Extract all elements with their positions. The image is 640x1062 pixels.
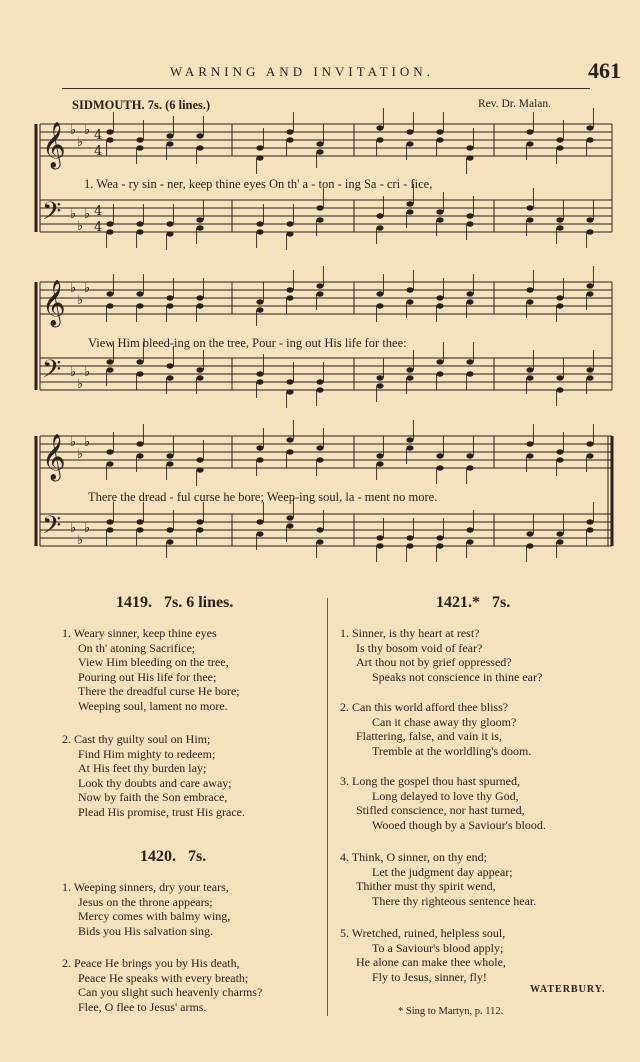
time-signature: 4 bbox=[94, 128, 103, 143]
note-head bbox=[196, 133, 203, 138]
note-head bbox=[196, 225, 203, 230]
note-head bbox=[586, 441, 593, 446]
note-head bbox=[256, 299, 263, 304]
note-head bbox=[556, 225, 563, 230]
bass-clef: 𝄢 bbox=[42, 197, 62, 232]
verse-line: Stifled conscience, nor hast turned, bbox=[356, 803, 525, 818]
note-head bbox=[286, 129, 293, 134]
note-head bbox=[436, 359, 443, 364]
note-head bbox=[586, 217, 593, 222]
note-head bbox=[286, 379, 293, 384]
note-head bbox=[436, 129, 443, 134]
note-head bbox=[406, 367, 413, 372]
note-head bbox=[286, 231, 293, 236]
note-head bbox=[526, 129, 533, 134]
note-head bbox=[196, 457, 203, 462]
hymn-1421-stanza-1 bbox=[340, 626, 542, 684]
hymn-meter: 7s. bbox=[492, 594, 511, 611]
note-head bbox=[376, 535, 383, 540]
hymn-1419-stanza-1 bbox=[62, 626, 240, 714]
hymn-1420-stanza-1 bbox=[62, 880, 230, 938]
tune-name: SIDMOUTH. bbox=[72, 98, 145, 112]
note-head bbox=[526, 205, 533, 210]
note-head bbox=[556, 145, 563, 150]
note-head bbox=[586, 229, 593, 234]
note-head bbox=[466, 213, 473, 218]
verse-line: 2. Cast thy guilty soul on Him; bbox=[62, 732, 211, 746]
flat-sign: ♭ bbox=[84, 281, 91, 296]
note-head bbox=[316, 457, 323, 462]
note-head bbox=[406, 209, 413, 214]
lyric-line-2: View Him bleed-ing on the tree, Pour - ing out His life for thee: bbox=[88, 336, 407, 350]
note-head bbox=[436, 543, 443, 548]
note-head bbox=[166, 527, 173, 532]
note-head bbox=[256, 531, 263, 536]
note-head bbox=[166, 231, 173, 236]
verse-line: Can you slight such heavenly charms? bbox=[78, 985, 263, 1000]
note-head bbox=[436, 453, 443, 458]
note-head bbox=[556, 449, 563, 454]
flat-sign: ♭ bbox=[70, 435, 77, 450]
note-head bbox=[286, 137, 293, 142]
verse-line: He alone can make thee whole, bbox=[356, 955, 506, 970]
hymn-1421-stanza-3 bbox=[340, 774, 546, 832]
note-head bbox=[166, 221, 173, 226]
verse-line: 1. Weeping sinners, dry your tears, bbox=[62, 880, 229, 894]
note-head bbox=[406, 129, 413, 134]
note-head bbox=[136, 229, 143, 234]
verse-line: There the dreadful curse He bore; bbox=[78, 684, 240, 699]
note-head bbox=[466, 539, 473, 544]
verse-line: To a Saviour's blood apply; bbox=[372, 940, 504, 955]
verse-line: 2. Can this world afford thee bliss? bbox=[340, 700, 509, 714]
hymn-1421-stanza-2 bbox=[340, 700, 531, 758]
verse-line: At His feet thy burden lay; bbox=[78, 761, 207, 776]
note-head bbox=[436, 217, 443, 222]
note-head bbox=[256, 155, 263, 160]
note-head bbox=[436, 535, 443, 540]
tune-credit: WATERBURY. bbox=[530, 984, 606, 995]
note-head bbox=[466, 155, 473, 160]
note-head bbox=[406, 437, 413, 442]
note-head bbox=[136, 519, 143, 524]
note-head bbox=[556, 457, 563, 462]
note-head bbox=[376, 375, 383, 380]
note-head bbox=[166, 539, 173, 544]
verse-line: Bids you His salvation sing. bbox=[78, 923, 214, 938]
lyric-line-1: 1. Wea - ry sin - ner, keep thine eyes On th' a - ton - ing Sa - cri - fice, bbox=[84, 177, 433, 191]
note-head bbox=[466, 453, 473, 458]
note-head bbox=[556, 531, 563, 536]
note-head bbox=[316, 539, 323, 544]
verse-line: 1. Sinner, is thy heart at rest? bbox=[340, 626, 480, 640]
verse-line: 4. Think, O sinner, on thy end; bbox=[340, 850, 487, 864]
note-head bbox=[106, 137, 113, 142]
note-head bbox=[556, 375, 563, 380]
note-head bbox=[196, 527, 203, 532]
verse-line: Jesus on the throne appears; bbox=[78, 894, 213, 909]
time-signature: 4 bbox=[94, 220, 103, 235]
note-head bbox=[286, 437, 293, 442]
note-head bbox=[196, 467, 203, 472]
note-head bbox=[586, 375, 593, 380]
hymn-1419-heading bbox=[116, 594, 233, 612]
hymn-number: 1419. bbox=[116, 594, 152, 611]
note-head bbox=[316, 217, 323, 222]
note-head bbox=[196, 145, 203, 150]
note-head bbox=[406, 287, 413, 292]
note-head bbox=[286, 221, 293, 226]
note-head bbox=[106, 129, 113, 134]
note-head bbox=[466, 221, 473, 226]
flat-sign: ♭ bbox=[84, 123, 91, 138]
note-head bbox=[286, 449, 293, 454]
note-head bbox=[106, 367, 113, 372]
note-head bbox=[406, 543, 413, 548]
note-head bbox=[526, 543, 533, 548]
note-head bbox=[376, 543, 383, 548]
note-head bbox=[376, 461, 383, 466]
note-head bbox=[316, 387, 323, 392]
flat-sign: ♭ bbox=[77, 135, 84, 150]
hymn-1421-heading bbox=[436, 594, 510, 612]
note-head bbox=[136, 291, 143, 296]
note-head bbox=[196, 303, 203, 308]
tune-composer: Rev. Dr. Malan. bbox=[478, 98, 552, 110]
note-head bbox=[316, 379, 323, 384]
footnote: * Sing to Martyn, p. 112. bbox=[398, 1006, 504, 1017]
treble-clef: 𝄞 bbox=[42, 434, 66, 480]
verse-line: On th' atoning Sacrifice; bbox=[78, 640, 196, 655]
verse-line: Mercy comes with balmy wing, bbox=[78, 909, 231, 924]
verse-line: Now by faith the Son embrace, bbox=[78, 790, 228, 805]
treble-clef: 𝄞 bbox=[42, 280, 66, 326]
note-head bbox=[436, 303, 443, 308]
hymn-1420-heading bbox=[140, 848, 206, 866]
note-head bbox=[316, 291, 323, 296]
verse-line: 3. Long the gospel thou hast spurned, bbox=[340, 774, 520, 788]
note-head bbox=[316, 445, 323, 450]
flat-sign: ♭ bbox=[77, 533, 84, 548]
note-head bbox=[586, 283, 593, 288]
note-head bbox=[556, 137, 563, 142]
verse-line: Weeping soul, lament no more. bbox=[78, 698, 228, 713]
note-head bbox=[256, 457, 263, 462]
note-head bbox=[166, 303, 173, 308]
note-head bbox=[316, 141, 323, 146]
note-head bbox=[106, 229, 113, 234]
note-head bbox=[166, 363, 173, 368]
note-head bbox=[106, 527, 113, 532]
flat-sign: ♭ bbox=[77, 447, 84, 462]
note-head bbox=[256, 145, 263, 150]
note-head bbox=[376, 125, 383, 130]
note-head bbox=[466, 371, 473, 376]
note-head bbox=[466, 299, 473, 304]
note-head bbox=[196, 367, 203, 372]
flat-sign: ♭ bbox=[77, 219, 84, 234]
note-head bbox=[586, 453, 593, 458]
tune-meter: 7s. (6 lines.) bbox=[147, 98, 211, 112]
note-head bbox=[166, 141, 173, 146]
hymn-number: 1421.* bbox=[436, 594, 480, 611]
note-head bbox=[466, 465, 473, 470]
note-head bbox=[256, 371, 263, 376]
note-head bbox=[256, 307, 263, 312]
note-head bbox=[436, 371, 443, 376]
note-head bbox=[376, 213, 383, 218]
note-head bbox=[526, 531, 533, 536]
note-head bbox=[256, 519, 263, 524]
note-head bbox=[376, 225, 383, 230]
time-signature: 4 bbox=[94, 144, 103, 159]
note-head bbox=[406, 201, 413, 206]
verse-line: Art thou not by grief oppressed? bbox=[356, 655, 512, 670]
note-head bbox=[466, 145, 473, 150]
note-head bbox=[406, 299, 413, 304]
flat-sign: ♭ bbox=[70, 365, 77, 380]
bass-clef: 𝄢 bbox=[42, 355, 62, 390]
note-head bbox=[106, 303, 113, 308]
verse-line: Long delayed to love thy God, bbox=[372, 788, 519, 803]
note-head bbox=[316, 283, 323, 288]
flat-sign: ♭ bbox=[77, 377, 84, 392]
note-head bbox=[436, 137, 443, 142]
note-head bbox=[166, 375, 173, 380]
note-head bbox=[106, 519, 113, 524]
note-head bbox=[196, 295, 203, 300]
note-head bbox=[376, 453, 383, 458]
note-head bbox=[256, 221, 263, 226]
note-head bbox=[196, 217, 203, 222]
flat-sign: ♭ bbox=[70, 521, 77, 536]
verse-line: Find Him mighty to redeem; bbox=[78, 746, 216, 761]
flat-sign: ♭ bbox=[70, 207, 77, 222]
column-divider bbox=[327, 598, 328, 1016]
hymn-meter: 7s. 6 lines. bbox=[164, 594, 234, 611]
hymn-meter: 7s. bbox=[188, 848, 207, 865]
note-head bbox=[526, 299, 533, 304]
verse-line: There thy righteous sentence hear. bbox=[372, 893, 537, 908]
verse-line: Plead His promise, trust His grace. bbox=[78, 804, 245, 819]
note-head bbox=[586, 137, 593, 142]
note-head bbox=[556, 217, 563, 222]
note-head bbox=[136, 137, 143, 142]
flat-sign: ♭ bbox=[70, 123, 77, 138]
flat-sign: ♭ bbox=[84, 365, 91, 380]
note-head bbox=[556, 295, 563, 300]
note-head bbox=[166, 453, 173, 458]
note-head bbox=[136, 527, 143, 532]
note-head bbox=[136, 221, 143, 226]
verse-line: Pouring out His life for thee; bbox=[78, 669, 217, 684]
note-head bbox=[196, 375, 203, 380]
verse-line: Fly to Jesus, sinner, fly! bbox=[372, 969, 487, 984]
verse-line: Flattering, false, and vain it is, bbox=[356, 729, 502, 744]
note-head bbox=[526, 453, 533, 458]
verse-line: 5. Wretched, ruined, helpless soul, bbox=[340, 926, 506, 940]
note-head bbox=[436, 295, 443, 300]
note-head bbox=[136, 303, 143, 308]
verse-line: Tremble at the worldling's doom. bbox=[372, 743, 532, 758]
note-head bbox=[106, 359, 113, 364]
note-head bbox=[556, 539, 563, 544]
verse-line: Flee, O flee to Jesus' arms. bbox=[78, 999, 207, 1014]
note-head bbox=[406, 445, 413, 450]
note-head bbox=[526, 367, 533, 372]
note-head bbox=[136, 441, 143, 446]
note-head bbox=[256, 379, 263, 384]
note-head bbox=[316, 205, 323, 210]
page-number: 461 bbox=[588, 58, 621, 83]
verse-line: Let the judgment day appear; bbox=[372, 864, 513, 879]
hymn-1420-stanza-2 bbox=[62, 956, 262, 1014]
note-head bbox=[526, 217, 533, 222]
time-signature: 4 bbox=[94, 204, 103, 219]
verse-line: Speaks not conscience in thine ear? bbox=[372, 669, 543, 684]
note-head bbox=[526, 441, 533, 446]
verse-line: 2. Peace He brings you by His death, bbox=[62, 956, 240, 970]
note-head bbox=[286, 515, 293, 520]
note-head bbox=[406, 535, 413, 540]
verse-line: View Him bleeding on the tree, bbox=[78, 655, 229, 670]
note-head bbox=[586, 519, 593, 524]
note-head bbox=[436, 209, 443, 214]
flat-sign: ♭ bbox=[84, 435, 91, 450]
note-head bbox=[106, 221, 113, 226]
note-head bbox=[286, 389, 293, 394]
note-head bbox=[136, 453, 143, 458]
lyric-line-3: There the dread - ful curse he bore; Weep-ing soul, la - ment no more. bbox=[88, 490, 438, 504]
note-head bbox=[586, 125, 593, 130]
note-head bbox=[376, 383, 383, 388]
note-head bbox=[166, 461, 173, 466]
running-title: WARNING AND INVITATION. bbox=[170, 64, 434, 79]
note-head bbox=[166, 295, 173, 300]
hymn-1421-stanza-5 bbox=[340, 926, 506, 984]
hymn-number: 1420. bbox=[140, 848, 176, 865]
note-head bbox=[106, 291, 113, 296]
note-head bbox=[586, 367, 593, 372]
note-head bbox=[106, 449, 113, 454]
note-head bbox=[526, 287, 533, 292]
note-head bbox=[466, 359, 473, 364]
note-head bbox=[466, 291, 473, 296]
note-head bbox=[106, 461, 113, 466]
note-head bbox=[586, 291, 593, 296]
note-head bbox=[406, 141, 413, 146]
flat-sign: ♭ bbox=[84, 521, 91, 536]
verse-line: Look thy doubts and care away; bbox=[78, 775, 232, 790]
verse-line: 1. Weary sinner, keep thine eyes bbox=[62, 626, 217, 640]
note-head bbox=[406, 375, 413, 380]
verse-line: Peace He speaks with every breath; bbox=[78, 970, 249, 985]
note-head bbox=[286, 287, 293, 292]
note-head bbox=[466, 527, 473, 532]
note-head bbox=[136, 359, 143, 364]
note-head bbox=[316, 149, 323, 154]
note-head bbox=[286, 295, 293, 300]
note-head bbox=[196, 519, 203, 524]
note-head bbox=[376, 291, 383, 296]
flat-sign: ♭ bbox=[70, 281, 77, 296]
note-head bbox=[256, 445, 263, 450]
note-head bbox=[136, 371, 143, 376]
note-head bbox=[556, 303, 563, 308]
note-head bbox=[256, 229, 263, 234]
bass-clef: 𝄢 bbox=[42, 511, 62, 546]
note-head bbox=[136, 145, 143, 150]
note-head bbox=[286, 523, 293, 528]
verse-line: Can it chase away thy gloom? bbox=[372, 714, 517, 729]
verse-line: Is thy bosom void of fear? bbox=[356, 640, 483, 655]
verse-line: Thither must thy spirit wend, bbox=[356, 879, 496, 894]
note-head bbox=[316, 527, 323, 532]
note-head bbox=[376, 303, 383, 308]
hymn-1419-stanza-2 bbox=[62, 732, 245, 820]
flat-sign: ♭ bbox=[77, 293, 84, 308]
note-head bbox=[526, 375, 533, 380]
verse-line: Wooed though by a Saviour's blood. bbox=[372, 817, 546, 832]
note-head bbox=[166, 133, 173, 138]
note-head bbox=[556, 387, 563, 392]
treble-clef: 𝄞 bbox=[42, 122, 66, 168]
hymn-1421-stanza-4 bbox=[340, 850, 536, 908]
note-head bbox=[586, 527, 593, 532]
note-head bbox=[526, 141, 533, 146]
note-head bbox=[436, 465, 443, 470]
flat-sign: ♭ bbox=[84, 207, 91, 222]
note-head bbox=[376, 137, 383, 142]
